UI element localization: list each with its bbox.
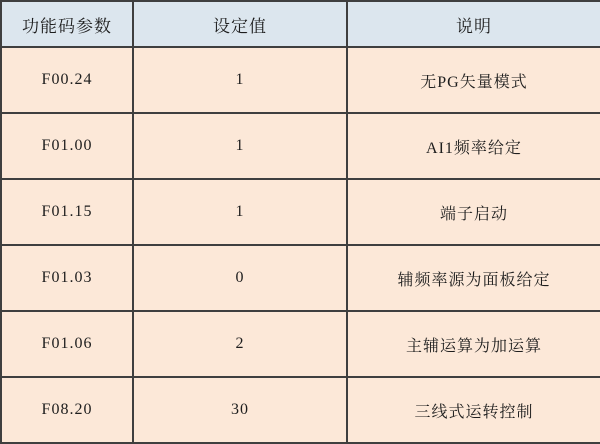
cell-value: 1	[133, 179, 347, 245]
cell-code: F01.03	[1, 245, 133, 311]
cell-value: 2	[133, 311, 347, 377]
cell-desc: 三线式运转控制	[347, 377, 600, 443]
cell-code: F08.20	[1, 377, 133, 443]
cell-code: F01.15	[1, 179, 133, 245]
table-row	[1, 113, 600, 179]
header-row	[1, 1, 600, 47]
cell-desc: 辅频率源为面板给定	[347, 245, 600, 311]
cell-desc: AI1频率给定	[347, 113, 600, 179]
table-row	[1, 179, 600, 245]
table-header	[1, 1, 600, 47]
cell-desc: 主辅运算为加运算	[347, 311, 600, 377]
cell-value: 1	[133, 113, 347, 179]
cell-value: 30	[133, 377, 347, 443]
cell-value: 0	[133, 245, 347, 311]
table-row	[1, 47, 600, 113]
cell-code: F00.24	[1, 47, 133, 113]
cell-desc: 无PG矢量模式	[347, 47, 600, 113]
table-row	[1, 245, 600, 311]
column-header-set-value: 设定值	[133, 1, 347, 47]
cell-desc: 端子启动	[347, 179, 600, 245]
column-header-description: 说明	[347, 1, 600, 47]
table-body	[1, 47, 600, 443]
cell-code: F01.00	[1, 113, 133, 179]
table-row	[1, 311, 600, 377]
column-header-function-code: 功能码参数	[1, 1, 133, 47]
table-row	[1, 377, 600, 443]
cell-code: F01.06	[1, 311, 133, 377]
cell-value: 1	[133, 47, 347, 113]
